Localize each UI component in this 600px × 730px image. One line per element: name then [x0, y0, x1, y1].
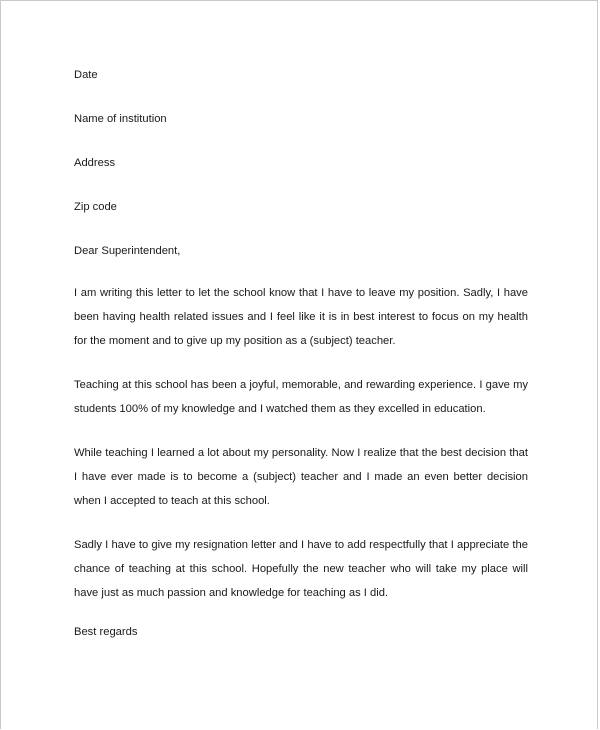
salutation: Dear Superintendent,	[74, 245, 181, 257]
closing-line: Best regards	[74, 626, 138, 638]
paragraph-4: Sadly I have to give my resignation letter and I have to add respectfully that I appreciate the chance of teaching at this school. Hopefully the new teacher who will take my place will have just as much passion and knowledge for teaching as I did.	[74, 539, 528, 599]
address-line: Address	[74, 157, 116, 169]
paragraph-1: I am writing this letter to let the school know that I have to leave my position. Sadly, I have been having health related issues and I feel like it is in best interest to focus on my health for the moment and to give up my position as a (subject) teacher.	[74, 287, 528, 347]
institution-line: Name of institution	[74, 113, 167, 125]
date-line: Date	[74, 69, 98, 81]
paragraph-2: Teaching at this school has been a joyful, memorable, and rewarding experience. I gave my students 100% of my knowledge and I watched them as they excelled in education.	[74, 379, 528, 415]
zip-code-line: Zip code	[74, 201, 117, 213]
letter-body	[74, 67, 528, 640]
paragraph-3: While teaching I learned a lot about my personality. Now I realize that the best decision that I have ever made is to become a (subject) teacher and I made an even better decision when I accepted to teach at this school.	[74, 447, 528, 507]
